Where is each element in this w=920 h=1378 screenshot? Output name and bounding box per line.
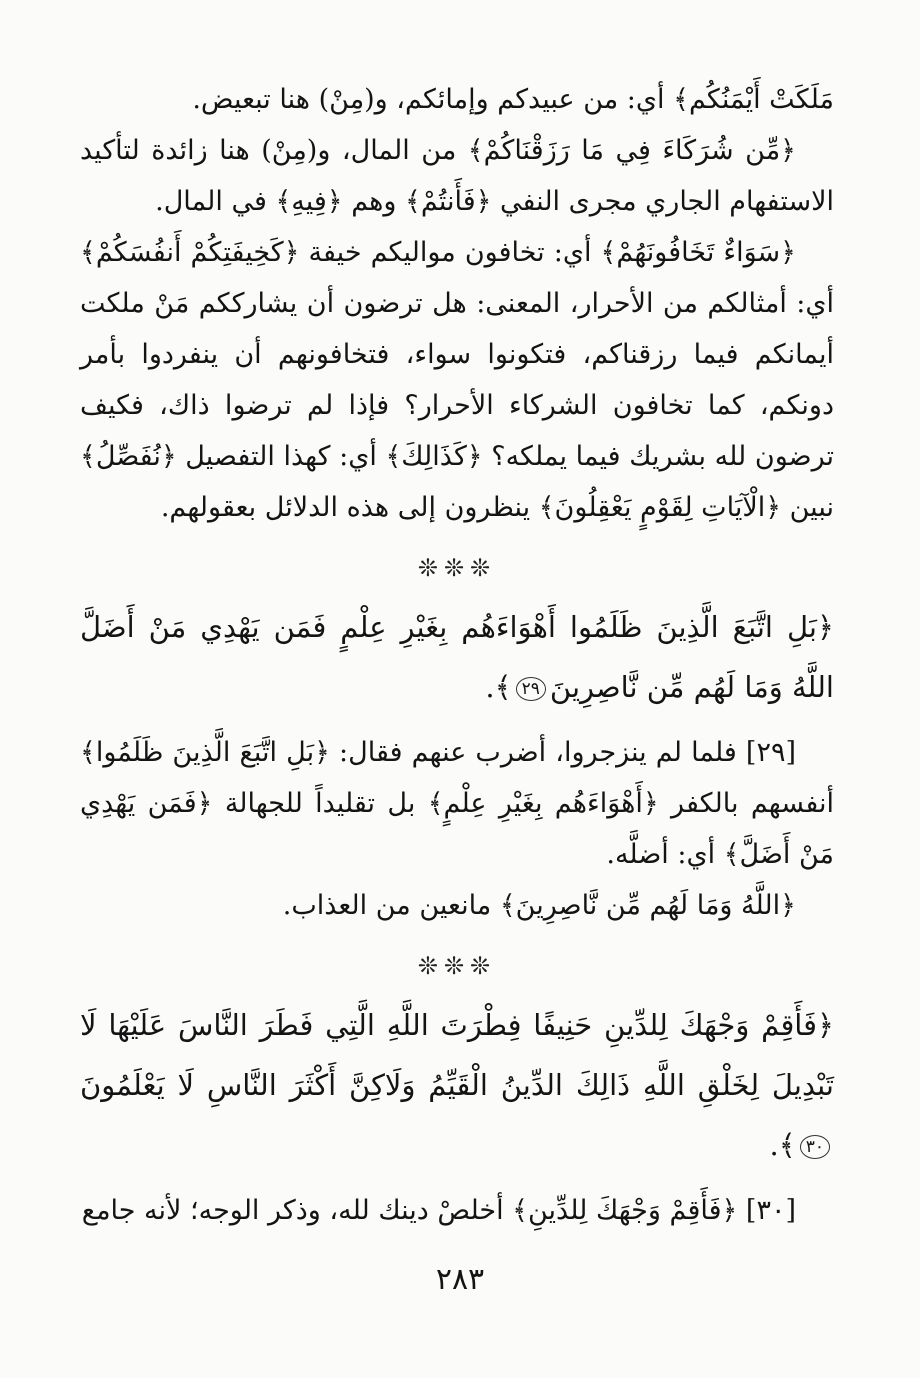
verse-closing: ﴾.: [769, 1128, 796, 1162]
quran-verse-29: [80, 597, 834, 717]
section-separator: ❊❊❊: [417, 554, 497, 582]
verse-number-badge: ٣٠: [800, 1135, 830, 1159]
verse-text: ﴿بَلِ اتَّبَعَ الَّذِينَ ظَلَمُوا أَهْوَاءَهُم بِغَيْرِ عِلْمٍ فَمَن يَهْدِي مَنْ أَضَلَّ اللَّهُ وَمَا لَهُم مِّن نَّاصِرِينَ: [80, 610, 834, 704]
section-separator: ❊❊❊: [417, 952, 497, 980]
commentary-paragraph: مَلَكَتْ أَيْمَنُكُم﴾ أي: من عبيدكم وإمائكم، و(مِنْ) هنا تبعيض.: [192, 84, 834, 115]
commentary-paragraph: ﴿سَوَاءٌ تَخَافُونَهُمْ﴾ أي: تخافون مواليكم خيفة ﴿كَخِيفَتِكُمْ أَنفُسَكُمْ﴾ أي: أمثالكم من الأحرار، المعنى: هل ترضون أن يشارككم مَنْ ملكت أيمانكم فيما رزقناكم، فتكونوا سواء، فتخافونهم أن ينفردوا بأمر دونكم، كما تخافون الشركاء الأحرار؟ فإذا لم ترضوا ذاك، فكيف ترضون لله بشريك فيما يملكه؟ ﴿كَذَالِكَ﴾ أي: كهذا التفصيل ﴿نُفَصِّلُ﴾ نبين ﴿الْآيَاتِ لِقَوْمٍ يَعْقِلُونَ﴾ ينظرون إلى هذه الدلائل بعقولهم.: [80, 237, 834, 523]
page-number: ٢٨٣: [435, 1262, 485, 1297]
verse-closing: ﴾.: [485, 670, 512, 704]
verse-number-badge: ٢٩: [516, 677, 546, 701]
commentary-paragraph: [٢٩] فلما لم ينزجروا، أضرب عنهم فقال: ﴿بَلِ اتَّبَعَ الَّذِينَ ظَلَمُوا﴾ أنفسهم بالكفر ﴿أَهْوَاءَهُم بِغَيْرِ عِلْمٍ﴾ بل تقليداً للجهالة ﴿فَمَن يَهْدِي مَنْ أَضَلَّ﴾ أي: أضلَّه.: [80, 737, 834, 870]
commentary-paragraph: ﴿مِّن شُرَكَاءَ فِي مَا رَزَقْنَاكُمْ﴾ من المال، و(مِنْ) هنا زائدة لتأكيد الاستفهام الجاري مجرى النفي ﴿فَأَنتُمْ﴾ وهم ﴿فِيهِ﴾ في المال.: [80, 135, 834, 217]
verse-text: ﴿فَأَقِمْ وَجْهَكَ لِلدِّينِ حَنِيفًا فِطْرَتَ اللَّهِ الَّتِي فَطَرَ النَّاسَ عَلَيْهَا لَا تَبْدِيلَ لِخَلْقِ اللَّهِ ذَالِكَ الدِّينُ الْقَيِّمُ وَلَاكِنَّ أَكْثَرَ النَّاسِ لَا يَعْلَمُونَ: [80, 1008, 834, 1102]
commentary-paragraph: [٣٠] ﴿فَأَقِمْ وَجْهَكَ لِلدِّينِ﴾ أخلصْ دينك لله، وذكر الوجه؛ لأنه جامع: [81, 1195, 796, 1226]
commentary-paragraph: ﴿اللَّهُ وَمَا لَهُم مِّن نَّاصِرِينَ﴾ مانعين من العذاب.: [282, 890, 796, 921]
quran-verse-30: [80, 995, 834, 1175]
